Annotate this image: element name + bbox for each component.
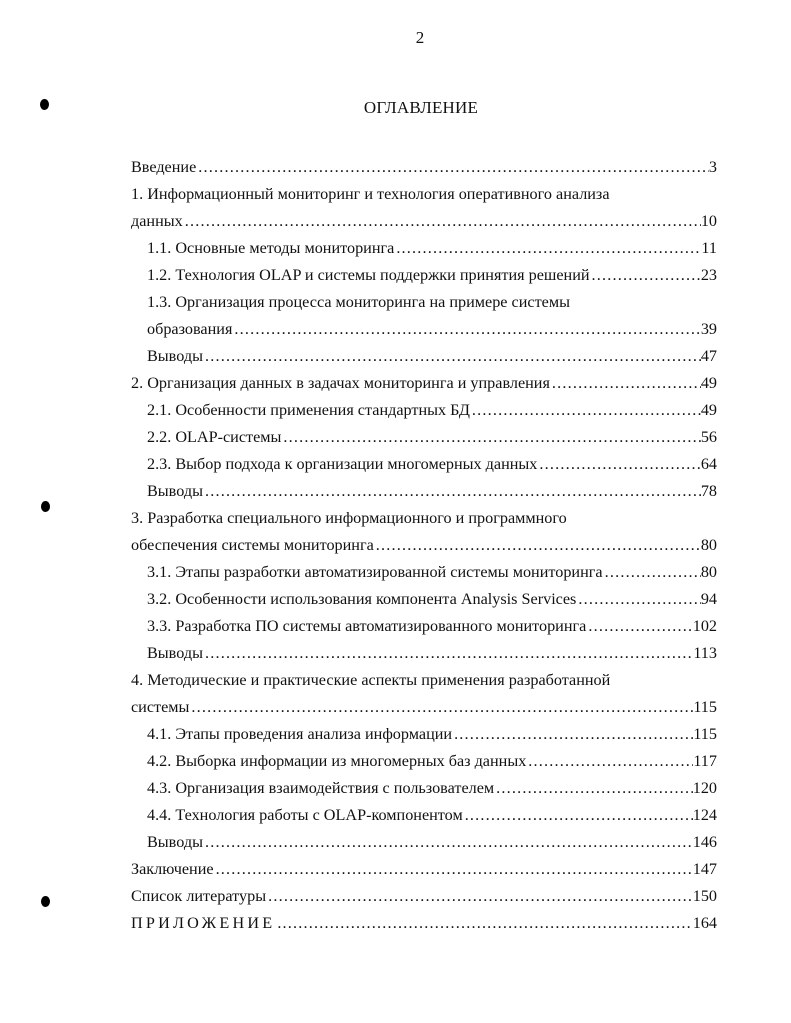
toc-entry-appendix[interactable]: [131, 910, 717, 937]
dot-leader: [576, 586, 700, 613]
toc-entry-page: 102: [692, 617, 717, 635]
dot-leader: [281, 424, 700, 451]
toc-entry-conclusion[interactable]: [131, 856, 717, 883]
toc-entry-page: 10: [700, 212, 717, 230]
toc-entry-page: 146: [692, 833, 717, 851]
toc-entry-page: 150: [692, 887, 717, 905]
dot-leader: [203, 478, 701, 505]
dot-leader: [470, 397, 701, 424]
toc-entry-chapter-3-cont[interactable]: [131, 532, 717, 559]
dot-leader: [183, 208, 701, 235]
dot-leader: [537, 451, 700, 478]
toc-entry-section-2-2[interactable]: [131, 424, 717, 451]
toc-entry-page: 80: [700, 563, 717, 581]
toc-entry-chapter-3[interactable]: [131, 505, 717, 532]
toc-entry-page: 164: [692, 914, 717, 932]
toc-entry-text: ПРИЛОЖЕНИЕ: [131, 914, 276, 932]
toc-entry-section-1-1[interactable]: [131, 235, 717, 262]
toc-entry-text: 3. Разработка специального информационного и программного: [131, 509, 567, 527]
toc-entry-text: 1.2. Технология OLAP и системы поддержки принятия решений: [147, 266, 590, 284]
toc-entry-text: 4.4. Технология работы с OLAP-компонентом: [147, 806, 463, 824]
dot-leader: [463, 802, 693, 829]
toc-entry-page: 23: [700, 266, 717, 284]
toc-entry-text: Выводы: [147, 482, 203, 500]
dot-leader: [203, 829, 693, 856]
toc-entry-page: 11: [701, 239, 717, 257]
toc-entry-section-2-3[interactable]: [131, 451, 717, 478]
toc-entry-text: 3.3. Разработка ПО системы автоматизированного мониторинга: [147, 617, 587, 635]
dot-leader: [590, 262, 701, 289]
dot-leader: [494, 775, 693, 802]
toc-entry-text: 2.2. OLAP-системы: [147, 428, 282, 446]
toc-entry-page: 64: [700, 455, 717, 473]
toc-entry-chapter-1[interactable]: [131, 181, 717, 208]
toc-entry-text: 2. Организация данных в задачах мониторинга и управления: [131, 374, 550, 392]
toc-entry-section-2-1[interactable]: [131, 397, 717, 424]
toc-entry-introduction[interactable]: [131, 154, 717, 181]
dot-leader: [203, 640, 693, 667]
toc-entry-page: 113: [693, 644, 717, 662]
toc-entry-section-4-4[interactable]: [131, 802, 717, 829]
toc-entry-conclusions-4[interactable]: [131, 829, 717, 856]
toc-entry-text: Введение: [131, 158, 197, 176]
toc-entry-text: данных: [131, 212, 183, 230]
toc-entry-chapter-2[interactable]: [131, 370, 717, 397]
toc-entry-section-4-3[interactable]: [131, 775, 717, 802]
toc-entry-text: 4. Методические и практические аспекты применения разработанной: [131, 671, 611, 689]
toc-entry-chapter-4-cont[interactable]: [131, 694, 717, 721]
dot-leader: [603, 559, 701, 586]
toc-entry-section-1-2[interactable]: [131, 262, 717, 289]
toc-entry-chapter-1-cont[interactable]: [131, 208, 717, 235]
toc-entry-text: 4.3. Организация взаимодействия с пользователем: [147, 779, 495, 797]
page-number: 2: [415, 28, 425, 47]
punch-hole-mark: [41, 896, 50, 907]
toc-entry-text: обеспечения системы мониторинга: [131, 536, 374, 554]
table-of-contents: [131, 154, 717, 937]
toc-entry-section-4-1[interactable]: [131, 721, 717, 748]
dot-leader: [452, 721, 693, 748]
toc-entry-bibliography[interactable]: [131, 883, 717, 910]
dot-leader: [374, 532, 701, 559]
dot-leader: [266, 883, 693, 910]
toc-entry-page: 49: [700, 374, 717, 392]
toc-entry-section-3-2[interactable]: [131, 586, 717, 613]
toc-entry-section-3-1[interactable]: [131, 559, 717, 586]
toc-entry-page: 147: [692, 860, 717, 878]
toc-entry-text: Заключение: [131, 860, 214, 878]
toc-entry-text: 3.2. Особенности использования компонента Analysis Services: [147, 590, 577, 608]
toc-entry-conclusions-2[interactable]: [131, 478, 717, 505]
toc-entry-section-4-2[interactable]: [131, 748, 717, 775]
dot-leader: [550, 370, 701, 397]
toc-entry-page: 3: [708, 158, 717, 176]
toc-entry-text: 1.3. Организация процесса мониторинга на примере системы: [147, 293, 570, 311]
toc-entry-text: 4.1. Этапы проведения анализа информации: [147, 725, 453, 743]
dot-leader: [232, 316, 700, 343]
dot-leader: [196, 154, 709, 181]
toc-entry-text: 2.3. Выбор подхода к организации многомерных данных: [147, 455, 538, 473]
toc-entry-page: 78: [700, 482, 717, 500]
toc-entry-page: 117: [693, 752, 717, 770]
dot-leader: [203, 343, 701, 370]
dot-leader: [214, 856, 693, 883]
toc-entry-text: 1. Информационный мониторинг и технология оперативного анализа: [131, 185, 610, 203]
toc-entry-section-1-3[interactable]: [131, 289, 717, 316]
toc-entry-page: 120: [692, 779, 717, 797]
dot-leader: [189, 694, 693, 721]
toc-entry-text: 4.2. Выборка информации из многомерных баз данных: [147, 752, 527, 770]
toc-entry-section-3-3[interactable]: [131, 613, 717, 640]
dot-leader: [275, 910, 692, 937]
toc-entry-text: 1.1. Основные методы мониторинга: [147, 239, 395, 257]
toc-entry-conclusions-1[interactable]: [131, 343, 717, 370]
toc-title: ОГЛАВЛЕНИЕ: [363, 98, 479, 117]
punch-hole-mark: [41, 501, 50, 512]
toc-entry-chapter-4[interactable]: [131, 667, 717, 694]
toc-entry-page: 39: [700, 320, 717, 338]
toc-entry-page: 47: [700, 347, 717, 365]
toc-entry-page: 49: [700, 401, 717, 419]
toc-entry-page: 115: [693, 698, 717, 716]
toc-entry-conclusions-3[interactable]: [131, 640, 717, 667]
dot-leader: [394, 235, 701, 262]
toc-entry-text: системы: [131, 698, 190, 716]
dot-leader: [586, 613, 692, 640]
toc-entry-page: 124: [692, 806, 717, 824]
dot-leader: [526, 748, 693, 775]
toc-entry-page: 80: [700, 536, 717, 554]
toc-entry-text: 2.1. Особенности применения стандартных БД: [147, 401, 470, 419]
toc-entry-text: Выводы: [147, 833, 203, 851]
toc-entry-text: Список литературы: [131, 887, 267, 905]
toc-entry-page: 115: [693, 725, 717, 743]
toc-entry-text: 3.1. Этапы разработки автоматизированной системы мониторинга: [147, 563, 603, 581]
toc-entry-text: образования: [147, 320, 233, 338]
toc-entry-section-1-3-cont[interactable]: [131, 316, 717, 343]
toc-entry-page: 94: [700, 590, 717, 608]
toc-entry-text: Выводы: [147, 644, 203, 662]
toc-entry-page: 56: [700, 428, 717, 446]
toc-entry-text: Выводы: [147, 347, 203, 365]
